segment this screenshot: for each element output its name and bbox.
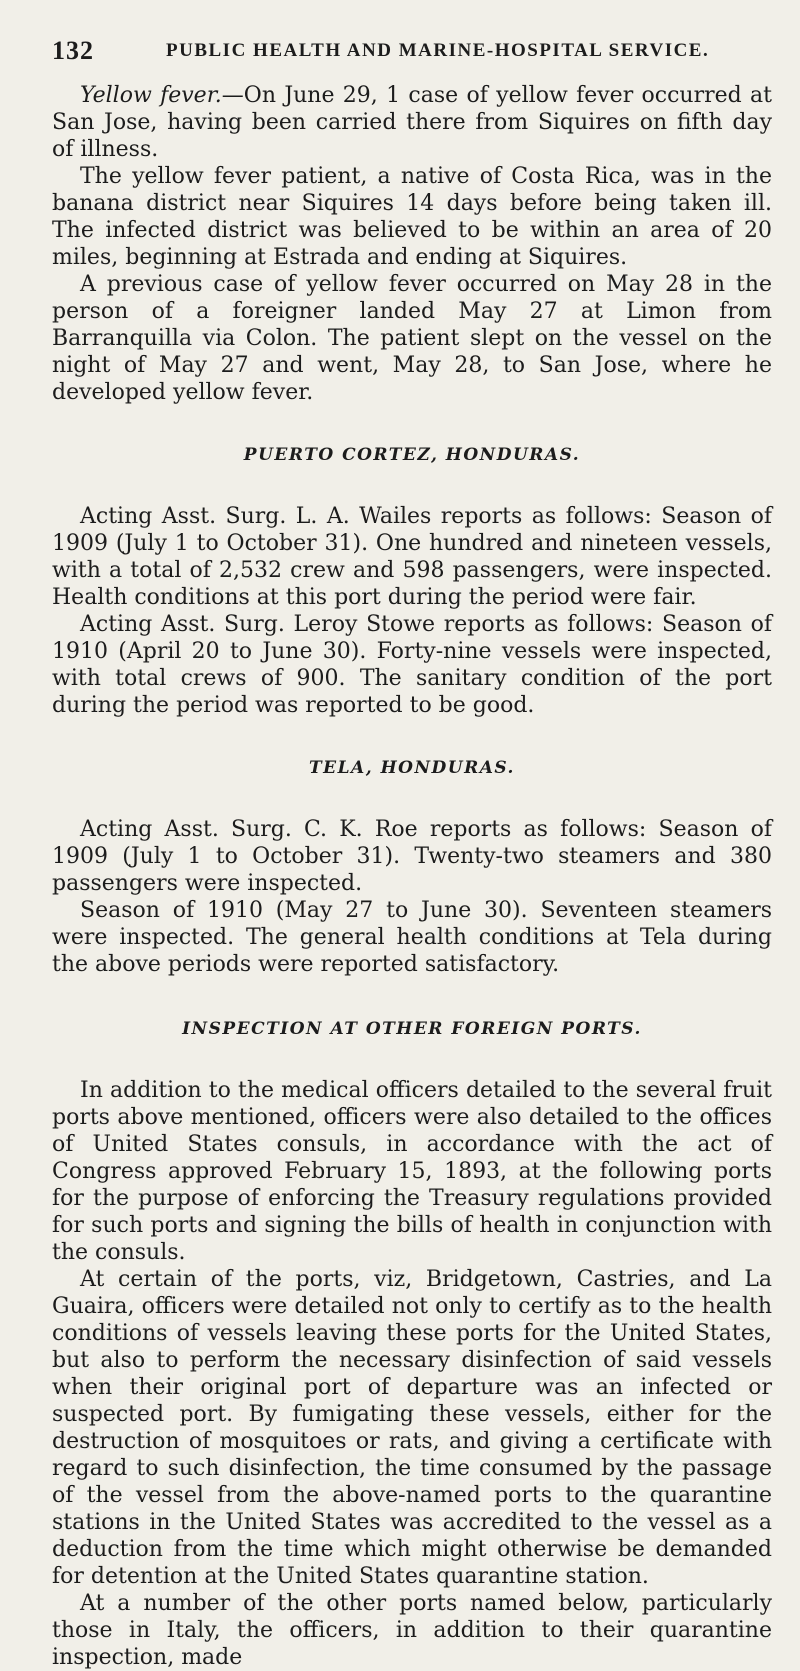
- yellow-fever-paragraph-2: The yellow fever patient, a native of Costa Rica, was in the banana district near Siquires 14 days before being taken ill. The infected district was believed to be within an area of 20 miles, beginning at Estrada and ending at Siquires.: [52, 164, 772, 270]
- tela-heading: TELA, HONDURAS.: [309, 758, 515, 778]
- tela-paragraph-2: Season of 1910 (May 27 to June 30). Seventeen steamers were inspected. The general health conditions at Tela during the above periods were reported satisfactory.: [52, 898, 772, 977]
- yellow-fever-run-in-title: Yellow fever.: [80, 83, 222, 108]
- running-head: [52, 36, 772, 70]
- journal-title: PUBLIC HEALTH AND MARINE-HOSPITAL SERVICE.: [166, 40, 710, 61]
- inspection-paragraph-1: In addition to the medical officers detailed to the several fruit ports above mentioned, officers were also detailed to the offices of United States consuls, in accordance with the act of Congress approved February 15, 1893, at the following ports for the purpose of enforcing the Treasury regulations provided for such ports and signing the bills of health in conjunction with the consuls.: [52, 1078, 772, 1265]
- puerto-cortez-paragraph-2: Acting Asst. Surg. Leroy Stowe reports as follows: Season of 1910 (April 20 to June 30). Forty-nine vessels were inspected, with total crews of 900. The sanitary condition of the port during the period was reported to be good.: [52, 612, 772, 718]
- puerto-cortez-paragraph-1: Acting Asst. Surg. L. A. Wailes reports as follows: Season of 1909 (July 1 to October 31). One hundred and nineteen vessels, with a total of 2,532 crew and 598 passengers, were inspected. Health conditions at this port during the period were fair.: [52, 504, 772, 610]
- yellow-fever-paragraph-1: [52, 82, 772, 163]
- inspection-paragraph-3: At a number of the other ports named below, particularly those in Italy, the officers, in addition to their quarantine inspection, made: [52, 1591, 772, 1670]
- page-number: 132: [52, 36, 94, 65]
- inspection-heading: INSPECTION AT OTHER FOREIGN PORTS.: [182, 1019, 642, 1039]
- inspection-paragraph-2: At certain of the ports, viz, Bridgetown, Castries, and La Guaira, officers were detailed not only to certify as to the health conditions of vessels leaving these ports for the United States, but also to perform the necessary disinfection of said vessels when their original port of departure was an infected or suspected port. By fumigating these vessels, either for the destruction of mosquitoes or rats, and giving a certificate with regard to such disinfection, the time consumed by the passage of the vessel from the above-named ports to the quarantine stations in the United States was accredited to the vessel as a deduction from the time which might otherwise be demanded for detention at the United States quarantine station.: [52, 1267, 772, 1589]
- puerto-cortez-heading: PUERTO CORTEZ, HONDURAS.: [243, 445, 581, 465]
- tela-paragraph-1: Acting Asst. Surg. C. K. Roe reports as follows: Season of 1909 (July 1 to October 31). Twenty-two steamers and 380 passengers were inspected.: [52, 817, 772, 896]
- page-body: [52, 82, 772, 1671]
- yellow-fever-paragraph-1-text: —On June 29, 1 case of yellow fever occurred at San Jose, having been carried there from Siquires on fifth day of illness.: [52, 83, 772, 162]
- yellow-fever-paragraph-3: A previous case of yellow fever occurred on May 28 in the person of a foreigner landed May 27 at Limon from Barranquilla via Colon. The patient slept on the vessel on the night of May 27 and went, May 28, to San Jose, where he developed yellow fever.: [52, 272, 772, 405]
